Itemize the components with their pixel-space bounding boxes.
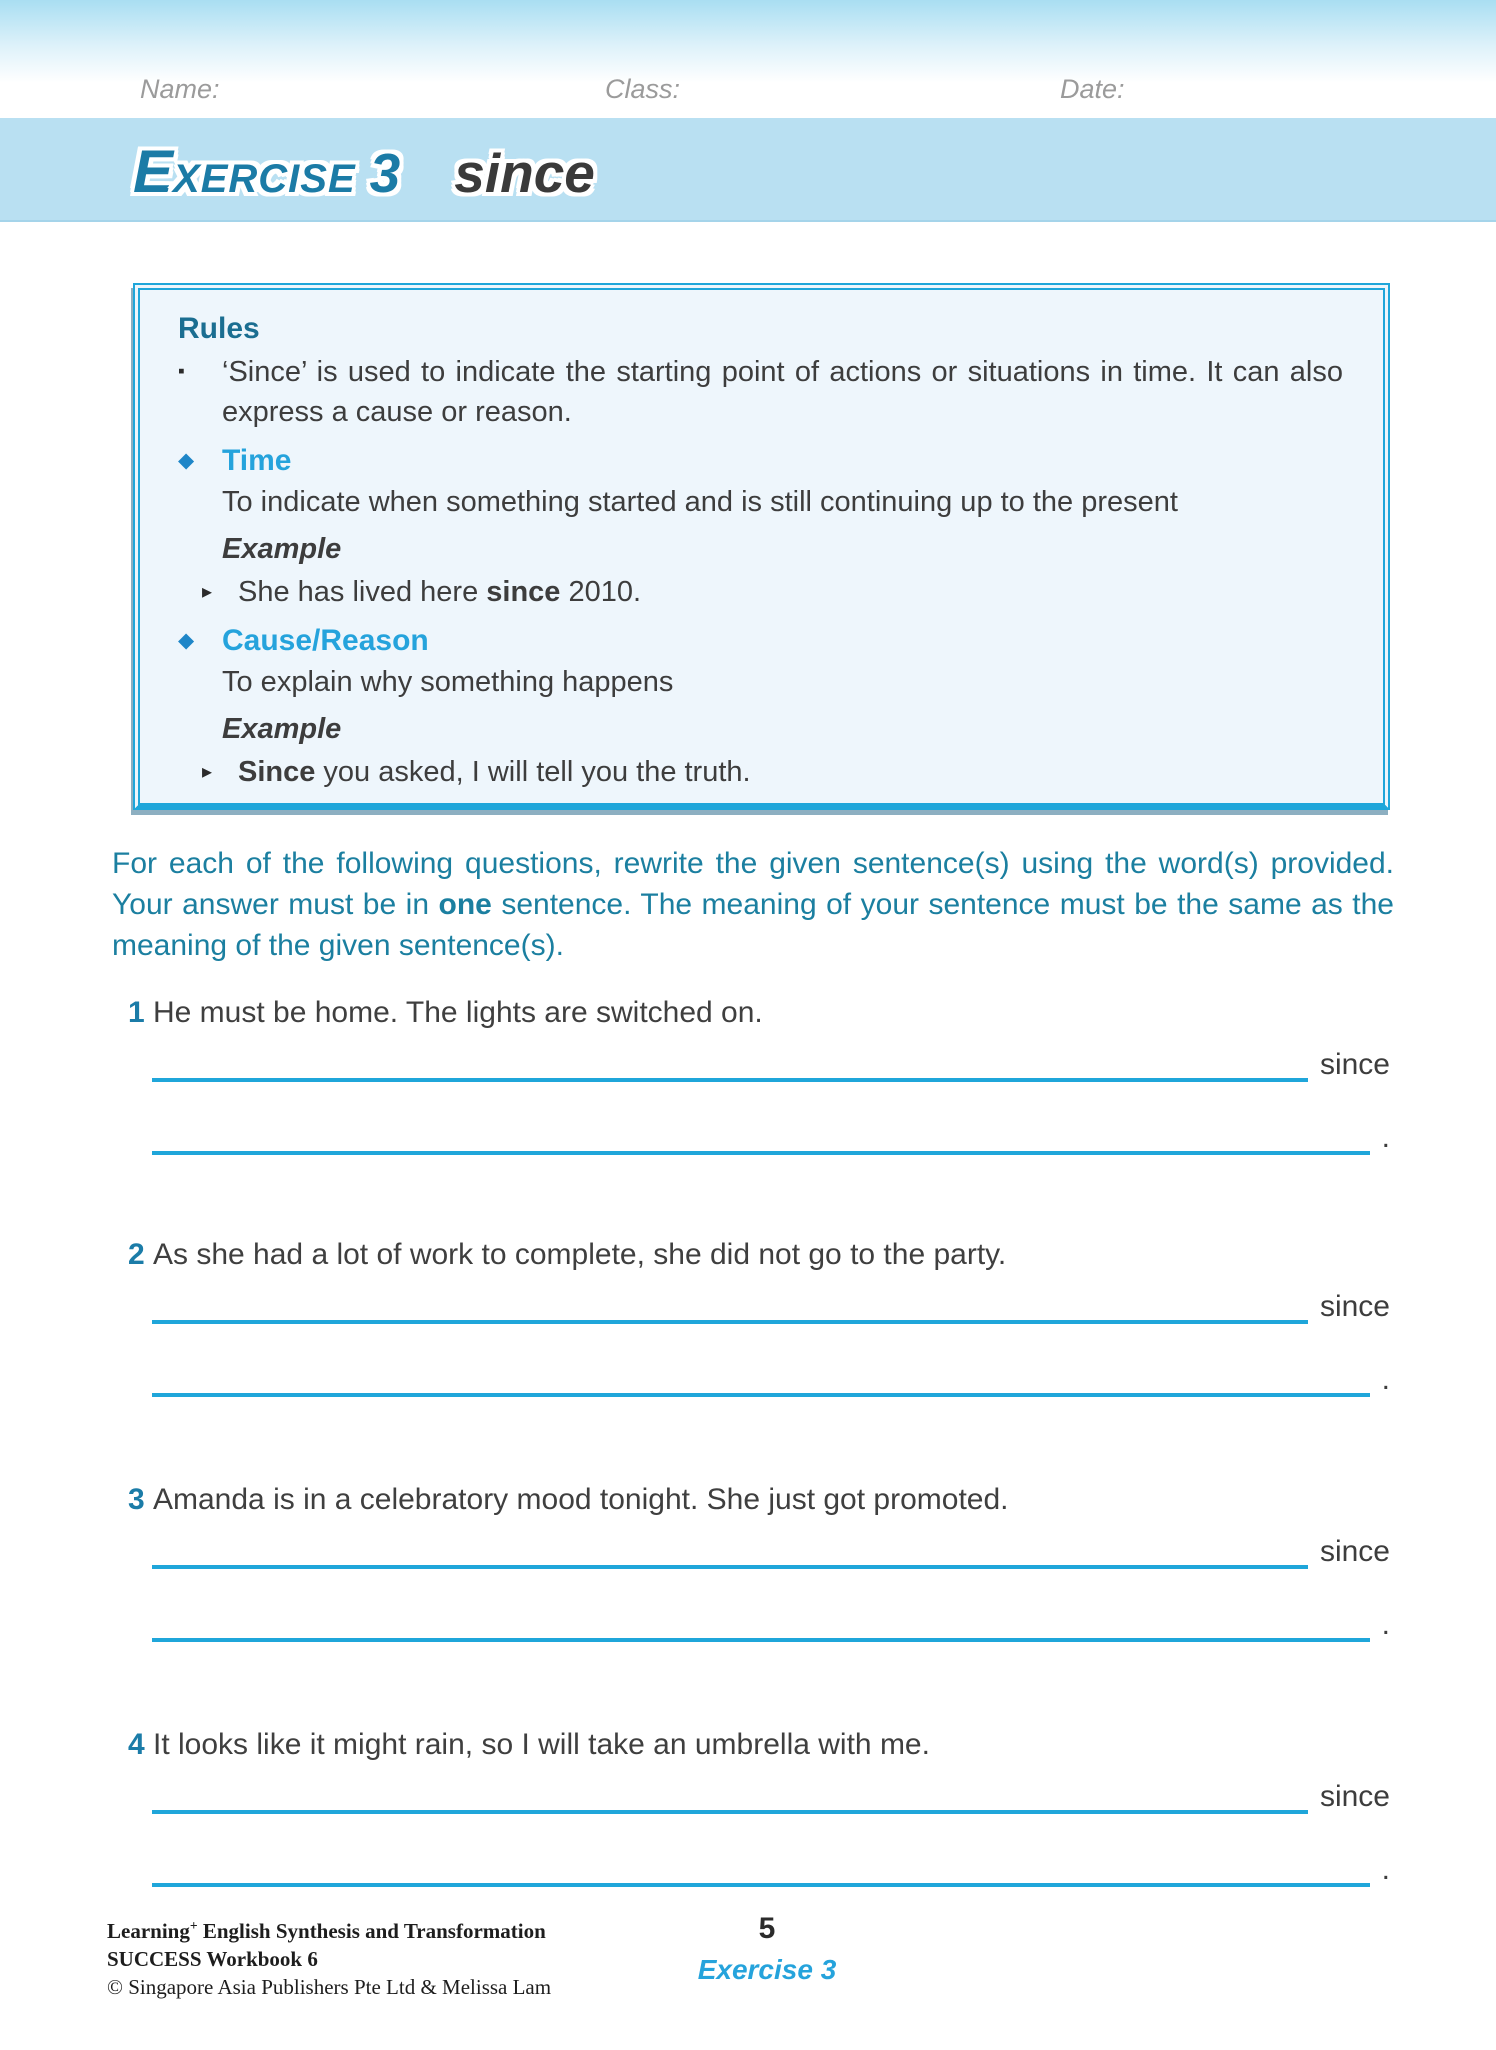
imprint-line-2: SUCCESS Workbook 6 bbox=[107, 1947, 318, 1971]
answer-row bbox=[152, 1357, 1390, 1397]
answer-suffix-period: . bbox=[1381, 1608, 1390, 1641]
rules-heading: Rules bbox=[178, 312, 260, 345]
answer-blank-line[interactable] bbox=[152, 1115, 1370, 1155]
question-text: He must be home. The lights are switched on. bbox=[153, 996, 763, 1029]
answer-row bbox=[152, 1115, 1390, 1155]
section-title-cause-reason: Cause/Reason bbox=[222, 624, 429, 657]
question-2 bbox=[128, 1238, 1390, 1408]
date-field-label[interactable]: Date: bbox=[1060, 74, 1125, 104]
arrow-bullet-icon: ▸ bbox=[202, 581, 213, 603]
answer-blank-line[interactable] bbox=[152, 1602, 1370, 1642]
rules-intro-bullet-row bbox=[178, 352, 1343, 432]
exercise-number: 3 bbox=[369, 141, 401, 204]
answer-row bbox=[152, 1529, 1390, 1569]
publisher-imprint bbox=[107, 1912, 551, 2001]
example-label: Example bbox=[222, 533, 342, 565]
example-row bbox=[202, 572, 1343, 612]
answer-row bbox=[152, 1602, 1390, 1642]
question-number: 2 bbox=[128, 1238, 145, 1271]
question-3 bbox=[128, 1483, 1390, 1653]
example-sentence: Since you asked, I will tell you the truth. bbox=[238, 756, 751, 788]
exercise-word-rest: XERCISE bbox=[173, 156, 356, 201]
answer-blank-line[interactable] bbox=[152, 1284, 1308, 1324]
instructions-paragraph: For each of the following questions, rewrite the given sentence(s) using the word(s) provided. Your answer must be in one sentence. The meaning of your sentence must be the same as the meaning of the given sentence(s). bbox=[112, 847, 1394, 962]
question-number: 1 bbox=[128, 996, 145, 1029]
answer-row bbox=[152, 1774, 1390, 1814]
class-field-label[interactable]: Class: bbox=[605, 74, 681, 104]
question-number: 3 bbox=[128, 1483, 145, 1516]
answer-blank-line[interactable] bbox=[152, 1042, 1308, 1082]
section-description: To indicate when something started and is still continuing up to the present bbox=[222, 486, 1178, 518]
section-description: To explain why something happens bbox=[222, 666, 674, 698]
page-number: 5 bbox=[758, 1912, 776, 1945]
diamond-bullet-icon: ◆ bbox=[178, 629, 195, 652]
answer-blank-line[interactable] bbox=[152, 1847, 1370, 1887]
imprint-line-1: Learning+ English Synthesis and Transformation bbox=[107, 1918, 546, 1943]
top-gradient-band bbox=[0, 0, 1496, 118]
imprint-copyright: © Singapore Asia Publishers Pte Ltd & Melissa Lam bbox=[107, 1975, 552, 1999]
question-text: It looks like it might rain, so I will take an umbrella with me. bbox=[153, 1728, 930, 1761]
exercise-topic: since bbox=[454, 141, 595, 204]
question-1 bbox=[128, 996, 1390, 1166]
rules-section-cause bbox=[178, 622, 1343, 792]
rules-section-time bbox=[178, 442, 1343, 612]
answer-row bbox=[152, 1284, 1390, 1324]
square-bullet-icon: ▪ bbox=[178, 361, 185, 382]
arrow-bullet-icon: ▸ bbox=[202, 761, 213, 783]
question-number: 4 bbox=[128, 1728, 145, 1761]
answer-blank-line[interactable] bbox=[152, 1529, 1308, 1569]
name-field-label[interactable]: Name: bbox=[140, 74, 220, 104]
exercise-title bbox=[133, 137, 595, 206]
answer-suffix-word: since bbox=[1319, 1290, 1390, 1323]
diamond-bullet-icon: ◆ bbox=[178, 449, 195, 472]
section-title-time: Time bbox=[222, 444, 292, 477]
answer-blank-line[interactable] bbox=[152, 1774, 1308, 1814]
example-label: Example bbox=[222, 713, 342, 745]
example-row bbox=[202, 752, 1343, 792]
answer-row bbox=[152, 1042, 1390, 1082]
rules-box bbox=[133, 283, 1390, 810]
answer-suffix-period: . bbox=[1381, 1363, 1390, 1396]
question-4 bbox=[128, 1728, 1390, 1898]
question-text: Amanda is in a celebratory mood tonight. She just got promoted. bbox=[153, 1483, 1009, 1516]
answer-suffix-word: since bbox=[1319, 1535, 1390, 1568]
exercise-title-banner bbox=[0, 118, 1496, 222]
answer-row bbox=[152, 1847, 1390, 1887]
exercise-word-initial: E bbox=[133, 137, 174, 205]
answer-blank-line[interactable] bbox=[152, 1357, 1370, 1397]
rules-intro-text: ‘Since’ is used to indicate the starting point of actions or situations in time. It can also express a cause or reason. bbox=[222, 356, 1343, 428]
footer-exercise-ref: Exercise 3 bbox=[697, 1954, 837, 1985]
answer-suffix-word: since bbox=[1319, 1048, 1390, 1081]
answer-suffix-period: . bbox=[1381, 1853, 1390, 1886]
footer-page-block bbox=[667, 1912, 867, 1986]
example-sentence: She has lived here since 2010. bbox=[238, 576, 642, 608]
answer-suffix-period: . bbox=[1381, 1121, 1390, 1154]
answer-suffix-word: since bbox=[1319, 1780, 1390, 1813]
question-text: As she had a lot of work to complete, she did not go to the party. bbox=[153, 1238, 1007, 1271]
